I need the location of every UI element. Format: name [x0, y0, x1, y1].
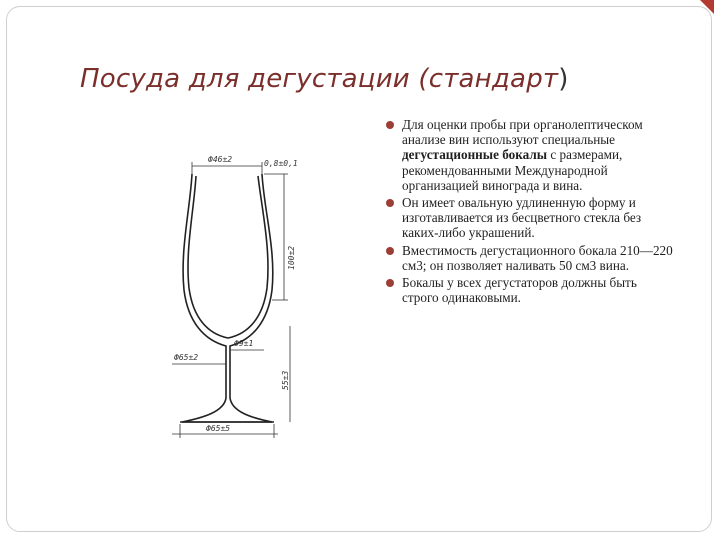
dim-stem-diam-label: Ф9±1 — [234, 339, 254, 348]
dim-foot-diam-label: Ф65±5 — [206, 424, 231, 433]
bullet-dot-icon — [386, 279, 394, 287]
glass-technical-drawing — [168, 150, 300, 440]
dim-bowl-height-label: 100±2 — [287, 245, 296, 270]
bullet-dot-icon — [386, 199, 394, 207]
corner-curl-icon — [700, 0, 714, 14]
dim-rim-label: Ф46±2 — [208, 155, 233, 164]
bullet-dot-icon — [386, 247, 394, 255]
bullet-item — [383, 195, 673, 241]
bullet-dot-icon — [386, 121, 394, 129]
dim-wall-label: 0,8±0,1 — [264, 159, 298, 168]
dim-bowl-diam-label: Ф65±2 — [174, 353, 199, 362]
title-main: Посуда для дегустации (стандарт — [80, 64, 559, 94]
slide-title — [80, 64, 680, 94]
bullet-text: Вместимость дегустационного бокала 210—220 см3; он позволяет наливать 50 см3 вина. — [402, 242, 673, 273]
bullet-text: Он имеет овальную удлиненную форму и изготавливается из бесцветного стекла без каких-либо украшений. — [402, 195, 642, 241]
bullet-text-bold: дегустационные бокалы — [402, 147, 548, 163]
bullet-list — [383, 117, 673, 307]
dim-stem-height-label: 55±3 — [281, 370, 290, 390]
bullet-item — [383, 117, 673, 193]
bullet-text-before: Для оценки пробы при органолептическом анализе вин используют специальные — [402, 117, 643, 148]
bullet-text: Бокалы у всех дегустаторов должны быть строго одинаковыми. — [402, 275, 637, 306]
title-tail: ) — [558, 64, 569, 94]
bullet-text-after: с размерами, рекомендованными Международной организацией винограда и вина. — [402, 147, 623, 193]
bullet-item — [383, 275, 673, 305]
bullet-item — [383, 243, 673, 273]
